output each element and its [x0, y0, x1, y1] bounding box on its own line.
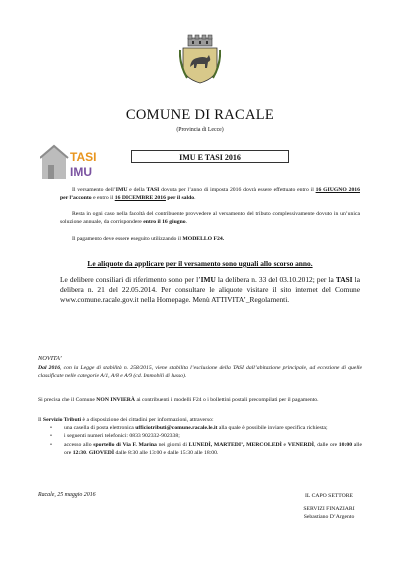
list-item-office-hours: • accesso allo sportello di Via F. Marina nei giorni di LUNEDÌ, MARTEDI’, MERCOLEDÌ e VENERDÌ, dalle ore 10:00 alle ore 12:30. GIOVEDÌ dalle 8:30 alle 13:00 e dalle 15:30 alle 18:00. [50, 441, 362, 457]
signature-role: IL CAPO SETTORE [304, 493, 354, 499]
signature-name: Sebastiano D’Argento [303, 514, 355, 520]
intro-paragraph-single-payment: Resta in ogni caso nella facoltà del contribuente provvedere al versamento del tributo complessivamente dovuto in un’unica soluzione annuale, da corrispondere entro il 16 giugno. [60, 211, 360, 226]
aliquote-notice: Le aliquote da applicare per il versamento sono uguali allo scorso anno. [87, 259, 313, 268]
logo-tasi: TASI [70, 150, 97, 164]
province-subtitle: (Provincia di Lecce) [176, 127, 224, 133]
servizio-tributi-intro: Il Servizio Tributi è a disposizione dei cittadini per informazioni, attraverso: [38, 417, 214, 423]
novita-paragraph: Dal 2016, con la Legge di stabilità n. 258/2015, viene stabilita l’esclusione della TASI dall’abitazione principale, ad eccezione di quelle classificate nelle categorie A/1, A/8 e A/9 (cd. Immobili di lusso). [38, 365, 363, 380]
website-link[interactable]: www.comune.racale.gov.it [60, 295, 139, 304]
house-icon [40, 146, 68, 179]
bullet-icon: • [50, 441, 52, 448]
intro-paragraph-deadlines: Il versamento dell’IMU e della TASI dovuta per l’anno di imposta 2016 dovrà essere effettuato entro il 16 GIUGNO 2016 per l’acconto e entro il 16 DICEMBRE 2016 per il saldo. [60, 187, 360, 202]
signature-department: SERVIZI FINAZIARI [303, 506, 355, 512]
novita-heading: NOVITA’ [38, 355, 62, 362]
intro-paragraph-f24: Il pagamento deve essere eseguito utilizzando il MODELLO F24. [72, 236, 225, 242]
no-f24-notice: Si precisa che il Comune NON INVIERÀ ai contribuenti i modelli F24 o i bollettini postali precompilati per il pagamento. [38, 397, 319, 403]
delibere-paragraph: Le delibere consiliari di riferimento sono per l’IMU la delibera n. 33 del 03.10.2012; per la TASI la delibera n. 21 del 22.05.2014. Per consultare le aliquote visitare il sito internet del Comune www.comune.racale.gov.it nella Homepage. Menù ATTIVITA’_Regolamenti. [60, 275, 360, 304]
crown-icon [188, 35, 212, 46]
contact-list [38, 424, 362, 458]
document-heading-box: IMU E TASI 2016 [131, 150, 289, 163]
logo-imu: IMU [70, 165, 92, 179]
place-and-date: Racale, 25 maggio 2016 [38, 492, 96, 498]
page-title: COMUNE DI RACALE [125, 107, 275, 123]
list-item-phone: • i seguenti numeri telefonici: 0833 902332-902338; [50, 433, 180, 440]
tasi-imu-logo [40, 143, 100, 183]
list-item-email: • una casella di posta elettronica ufficiotributi@comune.racale.le.it alla quale è possibile inviare specifica richiesta; [50, 425, 328, 431]
coat-of-arms-emblem [179, 34, 221, 84]
bullet-icon: • [50, 425, 52, 431]
bullet-icon: • [50, 433, 52, 440]
email-link[interactable]: ufficiotributi@comune.racale.le.it [135, 425, 218, 431]
